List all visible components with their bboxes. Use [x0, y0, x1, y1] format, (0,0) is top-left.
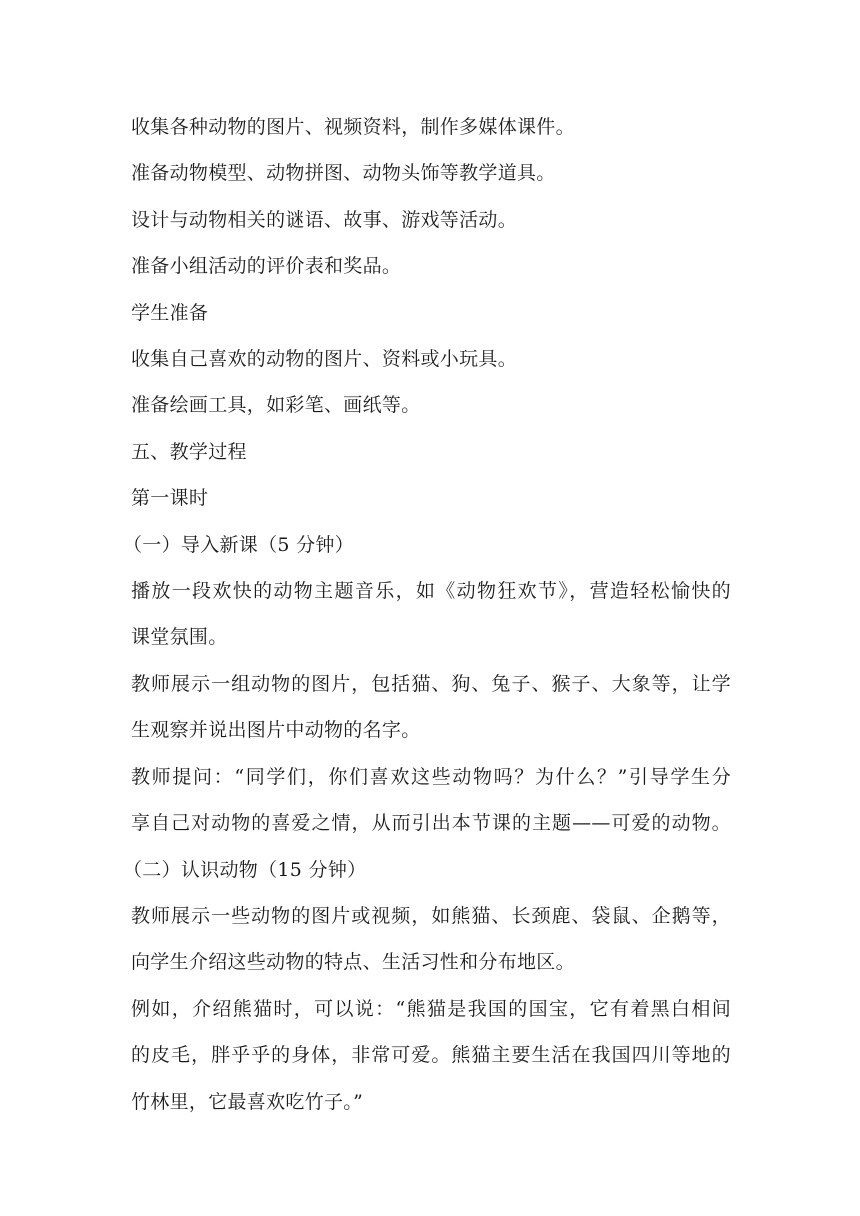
subsection-heading: （二）认识动物（15 分钟）	[123, 858, 367, 881]
text-line: 准备绘画工具，如彩笔、画纸等。	[131, 394, 421, 417]
text-line: 收集各种动物的图片、视频资料，制作多媒体课件。	[131, 116, 575, 138]
text-line: 教师展示一些动物的图片或视频，如熊猫、长颈鹿、袋鼠、企鹅等，	[131, 904, 731, 927]
section-heading: 五、教学过程	[131, 440, 247, 463]
text-line: 向学生介绍这些动物的特点、生活习性和分布地区。	[131, 951, 575, 974]
text-line: 设计与动物相关的谜语、故事、游戏等活动。	[131, 208, 518, 231]
text-line: 教师展示一组动物的图片，包括猫、狗、兔子、猴子、大象等，让学	[131, 672, 731, 695]
text-line: 播放一段欢快的动物主题音乐，如《动物狂欢节》，营造轻松愉快的	[131, 580, 731, 603]
subsection-heading: （一）导入新课（5 分钟）	[123, 533, 355, 556]
text-line: 收集自己喜欢的动物的图片、资料或小玩具。	[131, 348, 518, 371]
section-heading: 第一课时	[131, 487, 209, 510]
text-line: 准备小组活动的评价表和奖品。	[131, 255, 402, 278]
text-line: 竹林里，它最喜欢吃竹子。”	[131, 1090, 364, 1113]
section-heading: 学生准备	[131, 301, 209, 324]
text-line: 生观察并说出图片中动物的名字。	[131, 719, 421, 742]
text-line: 享自己对动物的喜爱之情，从而引出本节课的主题——可爱的动物。	[131, 812, 731, 835]
text-line: 例如，介绍熊猫时，可以说：“熊猫是我国的国宝，它有着黑白相间	[131, 997, 731, 1020]
text-line: 的皮毛，胖乎乎的身体，非常可爱。熊猫主要生活在我国四川等地的	[131, 1044, 731, 1067]
text-line: 准备动物模型、动物拼图、动物头饰等教学道具。	[131, 162, 556, 185]
document-body	[123, 104, 731, 1125]
text-line: 教师提问：“同学们，你们喜欢这些动物吗？为什么？”引导学生分	[131, 765, 731, 788]
text-line: 课堂氛围。	[131, 626, 228, 649]
